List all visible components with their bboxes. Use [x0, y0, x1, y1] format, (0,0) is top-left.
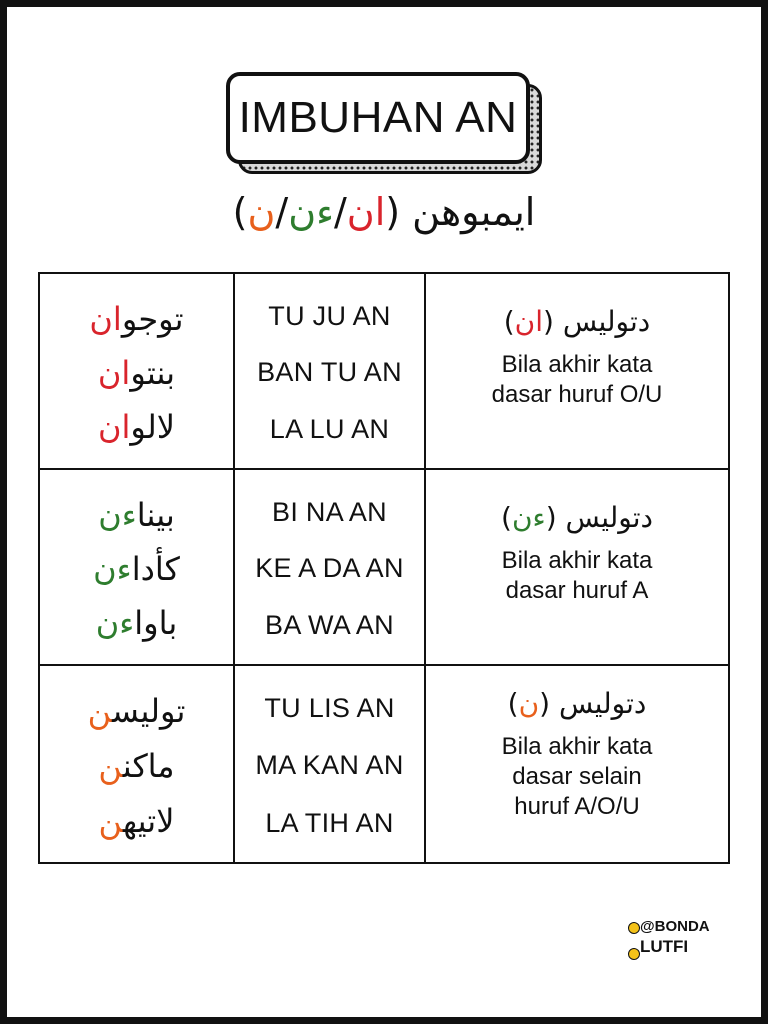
subtitle-option-hamzah-an: ءن	[288, 190, 334, 234]
rumi-syllables: TU LIS AN	[264, 693, 395, 724]
subtitle-main: ايمبوهن	[412, 190, 536, 234]
rule-text: Bila akhir kata dasar huruf O/U	[491, 351, 663, 408]
rumi-syllables: TU JU AN	[268, 300, 391, 331]
jawi-subtitle	[0, 190, 768, 234]
jawi-examples-cell	[40, 470, 235, 666]
rule-text: Bila akhir kata dasar huruf A	[501, 547, 653, 604]
title-banner	[226, 72, 544, 176]
rule-cell	[426, 274, 728, 470]
jawi-word: لالوان	[98, 408, 175, 446]
rumi-syllables: LA LU AN	[269, 414, 390, 445]
rumi-syllables: LA TIH AN	[265, 807, 394, 838]
rumi-syllables: BAN TU AN	[257, 357, 402, 388]
rule-cell	[426, 470, 728, 666]
rumi-syllables: BI NA AN	[272, 496, 387, 527]
jawi-word: ماكنن	[98, 746, 175, 785]
jawi-examples-cell	[40, 666, 235, 862]
suffix-table	[38, 272, 730, 864]
subtitle-option-nun: ن	[247, 190, 276, 234]
jawi-word: كأداءن	[93, 550, 180, 588]
jawi-word: بنتوان	[97, 354, 176, 392]
jawi-word: بيناءن	[98, 496, 175, 534]
rumi-syllables: KE A DA AN	[255, 553, 404, 584]
rumi-syllables-cell	[235, 666, 426, 862]
jawi-word: توجوان	[89, 300, 184, 338]
subtitle-separator: /	[333, 190, 347, 234]
jawi-word: باواءن	[95, 604, 178, 642]
jawi-examples-cell	[40, 274, 235, 470]
rumi-syllables-cell	[235, 470, 426, 666]
bee-icon	[628, 948, 640, 960]
logo-line-2: LUTFI	[640, 937, 689, 956]
page-title: IMBUHAN AN	[226, 72, 530, 164]
rumi-syllables: MA KAN AN	[255, 750, 404, 781]
jawi-word: لاتيهن	[98, 801, 175, 840]
bee-icon	[628, 922, 640, 934]
author-logo	[628, 918, 710, 964]
rumi-syllables-cell	[235, 274, 426, 470]
jawi-word: توليسن	[87, 692, 186, 731]
rumi-syllables: BA WA AN	[265, 610, 394, 641]
rule-text: Bila akhir kata dasar selain huruf A/O/U	[501, 733, 653, 820]
logo-line-1: @BONDA	[640, 918, 710, 935]
rule-heading: دتوليس (ان)	[503, 305, 651, 338]
subtitle-option-an: ان	[346, 190, 386, 234]
subtitle-open: (	[385, 190, 401, 234]
subtitle-separator: /	[275, 190, 289, 234]
subtitle-close: )	[232, 190, 248, 234]
rule-heading: دتوليس (ءن)	[501, 501, 653, 534]
rule-heading: دتوليس (ن)	[507, 687, 647, 720]
rule-cell	[426, 666, 728, 862]
